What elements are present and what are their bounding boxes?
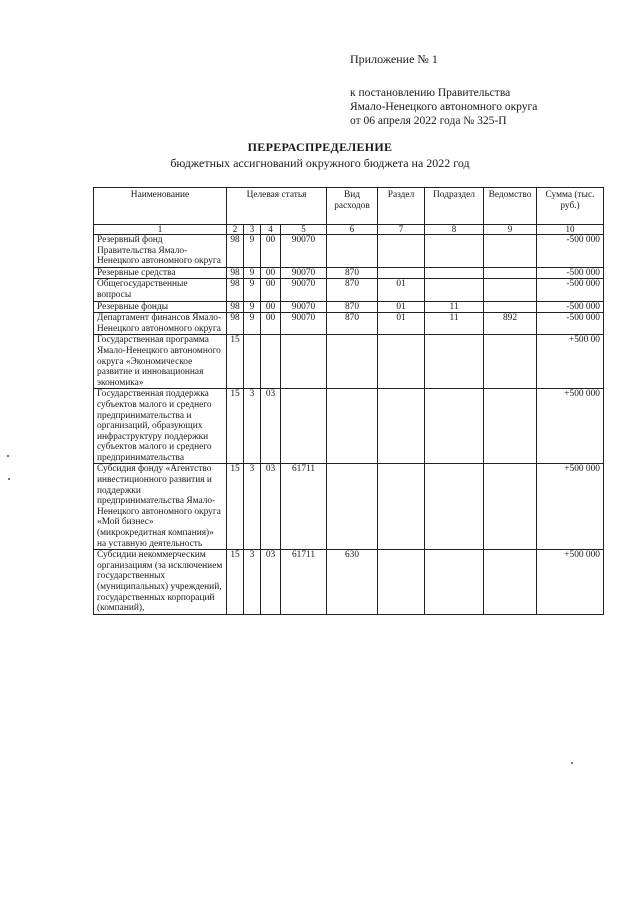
col-number: 9 xyxy=(484,225,537,235)
col-number: 3 xyxy=(244,225,261,235)
annex-line-1: к постановлению Правительства xyxy=(350,87,511,99)
row-sum: +500 000 xyxy=(537,464,604,550)
row-section xyxy=(378,550,425,615)
heading-main: ПЕРЕРАСПРЕДЕЛЕНИЕ xyxy=(247,140,393,154)
row-subsection xyxy=(425,235,484,268)
row-sum: +500 000 xyxy=(537,389,604,464)
row-name: Субсидии некоммерческим организациям (за исключением государственных (муниципальных) учреждений, государственных корпораций (компаний), xyxy=(94,550,227,615)
row-activity: 00 xyxy=(261,313,281,335)
row-department xyxy=(484,235,537,268)
row-department xyxy=(484,267,537,279)
row-activity: 03 xyxy=(261,550,281,615)
table-row xyxy=(94,464,604,550)
row-activity: 00 xyxy=(261,301,281,313)
row-section xyxy=(378,335,425,389)
row-section xyxy=(378,267,425,279)
row-program: 98 xyxy=(227,267,244,279)
table-row xyxy=(94,313,604,335)
row-direction: 90070 xyxy=(281,301,327,313)
row-direction: 90070 xyxy=(281,279,327,301)
row-subsection xyxy=(425,464,484,550)
row-program: 15 xyxy=(227,335,244,389)
col-number: 4 xyxy=(261,225,281,235)
row-sum: +500 00 xyxy=(537,335,604,389)
row-subprogram: 3 xyxy=(244,550,261,615)
row-activity: 00 xyxy=(261,279,281,301)
table-row xyxy=(94,301,604,313)
col-number: 5 xyxy=(281,225,327,235)
row-expense-type xyxy=(327,235,378,268)
row-name: Департамент финансов Ямало-Ненецкого автономного округа xyxy=(94,313,227,335)
row-direction: 61711 xyxy=(281,464,327,550)
row-name: Государственная программа Ямало-Ненецкого автономного округа «Экономическое развитие и инновационная экономика» xyxy=(94,335,227,389)
scan-speck xyxy=(7,455,9,457)
row-program: 98 xyxy=(227,279,244,301)
col-number: 2 xyxy=(227,225,244,235)
row-direction: 61711 xyxy=(281,550,327,615)
row-section xyxy=(378,389,425,464)
col-number: 7 xyxy=(378,225,425,235)
table-row xyxy=(94,550,604,615)
row-sum: -500 000 xyxy=(537,313,604,335)
col-header-section: Раздел xyxy=(378,188,425,225)
col-header-department: Ведомство xyxy=(484,188,537,225)
row-section: 01 xyxy=(378,279,425,301)
row-expense-type xyxy=(327,389,378,464)
col-header-sum: Сумма (тыс. руб.) xyxy=(537,188,604,225)
col-header-name: Наименование xyxy=(94,188,227,225)
col-header-expense-type: Вид расходов xyxy=(327,188,378,225)
row-sum: -500 000 xyxy=(537,279,604,301)
row-subprogram: 9 xyxy=(244,267,261,279)
document-heading xyxy=(0,140,640,171)
annex-line-2: Ямало-Ненецкого автономного округа xyxy=(350,101,538,113)
column-number-row xyxy=(94,225,604,235)
row-sum: -500 000 xyxy=(537,301,604,313)
row-department xyxy=(484,464,537,550)
header-row xyxy=(94,188,604,225)
heading-sub: бюджетных ассигнований окружного бюджета на 2022 год xyxy=(170,156,470,170)
scan-speck xyxy=(571,762,573,764)
row-subsection: 11 xyxy=(425,301,484,313)
col-header-target: Целевая статья xyxy=(227,188,327,225)
annex-block xyxy=(350,52,537,128)
table-row xyxy=(94,279,604,301)
row-direction xyxy=(281,335,327,389)
row-subprogram xyxy=(244,335,261,389)
row-activity: 03 xyxy=(261,464,281,550)
row-subprogram: 9 xyxy=(244,313,261,335)
col-number: 10 xyxy=(537,225,604,235)
row-subprogram: 9 xyxy=(244,301,261,313)
annex-title: Приложение № 1 xyxy=(350,52,438,66)
row-department: 892 xyxy=(484,313,537,335)
row-program: 15 xyxy=(227,550,244,615)
row-subsection xyxy=(425,550,484,615)
col-number: 1 xyxy=(94,225,227,235)
scan-speck xyxy=(8,478,10,480)
row-expense-type: 870 xyxy=(327,279,378,301)
row-activity: 00 xyxy=(261,267,281,279)
row-department xyxy=(484,389,537,464)
row-department xyxy=(484,550,537,615)
row-activity: 03 xyxy=(261,389,281,464)
row-name: Субсидия фонду «Агентство инвестиционного развития и поддержки предпринимательства Ямало-Ненецкого автономного округа «Мой бизнес» (микрокредитная компания)» на уставную деятельность xyxy=(94,464,227,550)
row-subprogram: 9 xyxy=(244,235,261,268)
row-subprogram: 3 xyxy=(244,464,261,550)
col-number: 6 xyxy=(327,225,378,235)
row-direction: 90070 xyxy=(281,235,327,268)
row-program: 98 xyxy=(227,235,244,268)
row-section: 01 xyxy=(378,313,425,335)
row-name: Резервные средства xyxy=(94,267,227,279)
row-subsection xyxy=(425,267,484,279)
row-activity xyxy=(261,335,281,389)
row-section xyxy=(378,464,425,550)
row-expense-type xyxy=(327,464,378,550)
row-name: Резервный фонд Правительства Ямало-Ненецкого автономного округа xyxy=(94,235,227,268)
budget-table xyxy=(93,187,604,615)
row-department xyxy=(484,301,537,313)
table-row xyxy=(94,267,604,279)
row-subsection xyxy=(425,389,484,464)
row-department xyxy=(484,335,537,389)
row-section: 01 xyxy=(378,301,425,313)
row-expense-type: 870 xyxy=(327,301,378,313)
row-sum: -500 000 xyxy=(537,267,604,279)
row-name: Общегосударственные вопросы xyxy=(94,279,227,301)
row-expense-type: 870 xyxy=(327,313,378,335)
row-subsection xyxy=(425,279,484,301)
row-expense-type: 870 xyxy=(327,267,378,279)
row-expense-type: 630 xyxy=(327,550,378,615)
row-program: 15 xyxy=(227,464,244,550)
row-activity: 00 xyxy=(261,235,281,268)
row-subsection xyxy=(425,335,484,389)
row-expense-type xyxy=(327,335,378,389)
row-section xyxy=(378,235,425,268)
row-sum: -500 000 xyxy=(537,235,604,268)
row-subprogram: 9 xyxy=(244,279,261,301)
table-row xyxy=(94,235,604,268)
annex-line-3: от 06 апреля 2022 года № 325-П xyxy=(350,115,507,127)
row-name: Резервные фонды xyxy=(94,301,227,313)
table-row xyxy=(94,335,604,389)
row-direction: 90070 xyxy=(281,267,327,279)
row-department xyxy=(484,279,537,301)
row-program: 98 xyxy=(227,313,244,335)
row-subprogram: 3 xyxy=(244,389,261,464)
row-program: 15 xyxy=(227,389,244,464)
table-row xyxy=(94,389,604,464)
row-direction: 90070 xyxy=(281,313,327,335)
col-number: 8 xyxy=(425,225,484,235)
col-header-subsection: Подраздел xyxy=(425,188,484,225)
row-program: 98 xyxy=(227,301,244,313)
row-sum: +500 000 xyxy=(537,550,604,615)
row-subsection: 11 xyxy=(425,313,484,335)
row-direction xyxy=(281,389,327,464)
row-name: Государственная поддержка субъектов малого и среднего предпринимательства и организаций, образующих инфраструктуру поддержки субъектов малого и среднего предпринимательства xyxy=(94,389,227,464)
